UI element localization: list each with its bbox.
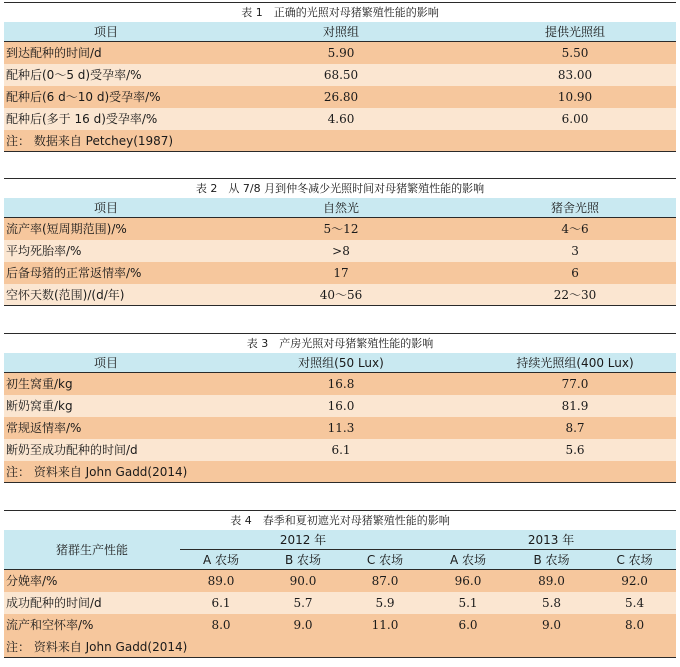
table-4-row-header: 猪群生产性能 bbox=[4, 530, 180, 570]
table-4-farm-header: A 农场 bbox=[426, 550, 510, 570]
table-1 bbox=[4, 2, 676, 152]
cell-value: 10.90 bbox=[474, 86, 676, 108]
row-label: 配种后(6 d～10 d)受孕率/% bbox=[4, 86, 208, 108]
table-row bbox=[4, 570, 676, 592]
table-1-header-control: 对照组 bbox=[208, 22, 474, 42]
row-label: 断奶至成功配种的时间/d bbox=[4, 439, 208, 461]
row-label: 平均死胎率/% bbox=[4, 240, 208, 262]
cell-value: 6.0 bbox=[426, 614, 510, 636]
cell-value: 5～12 bbox=[208, 218, 474, 240]
table-4-caption: 表 4 春季和夏初遮光对母猪繁殖性能的影响 bbox=[4, 511, 676, 530]
cell-value: >8 bbox=[208, 240, 474, 262]
table-3 bbox=[4, 333, 676, 483]
cell-value: 81.9 bbox=[474, 395, 676, 417]
table-row bbox=[4, 64, 676, 86]
row-label: 配种后(0～5 d)受孕率/% bbox=[4, 64, 208, 86]
row-label: 流产和空怀率/% bbox=[4, 614, 180, 636]
cell-value: 89.0 bbox=[180, 570, 262, 592]
table-row bbox=[4, 592, 676, 614]
cell-value: 9.0 bbox=[510, 614, 593, 636]
cell-value: 6 bbox=[474, 262, 676, 284]
cell-value: 68.50 bbox=[208, 64, 474, 86]
cell-value: 26.80 bbox=[208, 86, 474, 108]
cell-value: 8.0 bbox=[180, 614, 262, 636]
cell-value: 77.0 bbox=[474, 373, 676, 395]
cell-value: 4.60 bbox=[208, 108, 474, 130]
row-label: 配种后(多于 16 d)受孕率/% bbox=[4, 108, 208, 130]
cell-value: 92.0 bbox=[593, 570, 676, 592]
cell-value: 90.0 bbox=[262, 570, 344, 592]
table-4-farm-header: B 农场 bbox=[262, 550, 344, 570]
table-2-header-natural: 自然光 bbox=[208, 198, 474, 218]
table-row bbox=[4, 417, 676, 439]
table-4-year-2012: 2012 年 bbox=[180, 530, 426, 550]
table-1-note: 注： 数据来自 Petchey(1987) bbox=[4, 130, 676, 152]
cell-value: 5.90 bbox=[208, 42, 474, 64]
table-row bbox=[4, 240, 676, 262]
row-label: 常规返情率/% bbox=[4, 417, 208, 439]
cell-value: 16.0 bbox=[208, 395, 474, 417]
cell-value: 89.0 bbox=[510, 570, 593, 592]
table-3-header-control: 对照组(50 Lux) bbox=[208, 353, 474, 373]
table-3-header-continuous: 持续光照组(400 Lux) bbox=[474, 353, 676, 373]
table-2-caption: 表 2 从 7/8 月到仲冬减少光照时间对母猪繁殖性能的影响 bbox=[4, 179, 676, 198]
table-3-caption: 表 3 产房光照对母猪繁殖性能的影响 bbox=[4, 334, 676, 353]
cell-value: 87.0 bbox=[344, 570, 426, 592]
table-row bbox=[4, 108, 676, 130]
table-1-header-light: 提供光照组 bbox=[474, 22, 676, 42]
table-2-header-house: 猪舍光照 bbox=[474, 198, 676, 218]
table-row bbox=[4, 262, 676, 284]
cell-value: 5.7 bbox=[262, 592, 344, 614]
cell-value: 8.7 bbox=[474, 417, 676, 439]
cell-value: 5.8 bbox=[510, 592, 593, 614]
cell-value: 9.0 bbox=[262, 614, 344, 636]
table-4 bbox=[4, 510, 676, 658]
table-row bbox=[4, 614, 676, 636]
cell-value: 8.0 bbox=[593, 614, 676, 636]
table-row bbox=[4, 218, 676, 240]
table-3-header-item: 项目 bbox=[4, 353, 208, 373]
cell-value: 16.8 bbox=[208, 373, 474, 395]
cell-value: 6.1 bbox=[180, 592, 262, 614]
table-row bbox=[4, 373, 676, 395]
row-label: 流产率(短周期范围)/% bbox=[4, 218, 208, 240]
row-label: 空怀天数(范围)/(d/年) bbox=[4, 284, 208, 306]
cell-value: 5.6 bbox=[474, 439, 676, 461]
table-4-farm-header: A 农场 bbox=[180, 550, 262, 570]
cell-value: 6.00 bbox=[474, 108, 676, 130]
cell-value: 6.1 bbox=[208, 439, 474, 461]
table-1-header-item: 项目 bbox=[4, 22, 208, 42]
table-row bbox=[4, 284, 676, 306]
row-label: 断奶窝重/kg bbox=[4, 395, 208, 417]
table-2-header-item: 项目 bbox=[4, 198, 208, 218]
row-label: 初生窝重/kg bbox=[4, 373, 208, 395]
table-4-farm-header: C 农场 bbox=[344, 550, 426, 570]
cell-value: 5.9 bbox=[344, 592, 426, 614]
row-label: 到达配种的时间/d bbox=[4, 42, 208, 64]
cell-value: 22～30 bbox=[474, 284, 676, 306]
table-4-note: 注： 资料来自 John Gadd(2014) bbox=[4, 636, 676, 658]
row-label: 分娩率/% bbox=[4, 570, 180, 592]
table-2 bbox=[4, 178, 676, 306]
cell-value: 3 bbox=[474, 240, 676, 262]
table-row bbox=[4, 439, 676, 461]
table-4-farm-header: B 农场 bbox=[510, 550, 593, 570]
cell-value: 40～56 bbox=[208, 284, 474, 306]
table-4-year-2013: 2013 年 bbox=[426, 530, 676, 550]
table-3-note: 注： 资料来自 John Gadd(2014) bbox=[4, 461, 676, 483]
cell-value: 5.4 bbox=[593, 592, 676, 614]
cell-value: 5.1 bbox=[426, 592, 510, 614]
cell-value: 5.50 bbox=[474, 42, 676, 64]
cell-value: 4～6 bbox=[474, 218, 676, 240]
table-1-caption: 表 1 正确的光照对母猪繁殖性能的影响 bbox=[4, 3, 676, 22]
row-label: 后备母猪的正常返情率/% bbox=[4, 262, 208, 284]
cell-value: 96.0 bbox=[426, 570, 510, 592]
table-4-farm-header: C 农场 bbox=[593, 550, 676, 570]
cell-value: 17 bbox=[208, 262, 474, 284]
row-label: 成功配种的时间/d bbox=[4, 592, 180, 614]
table-row bbox=[4, 395, 676, 417]
table-row bbox=[4, 86, 676, 108]
table-row bbox=[4, 42, 676, 64]
cell-value: 11.0 bbox=[344, 614, 426, 636]
cell-value: 83.00 bbox=[474, 64, 676, 86]
cell-value: 11.3 bbox=[208, 417, 474, 439]
